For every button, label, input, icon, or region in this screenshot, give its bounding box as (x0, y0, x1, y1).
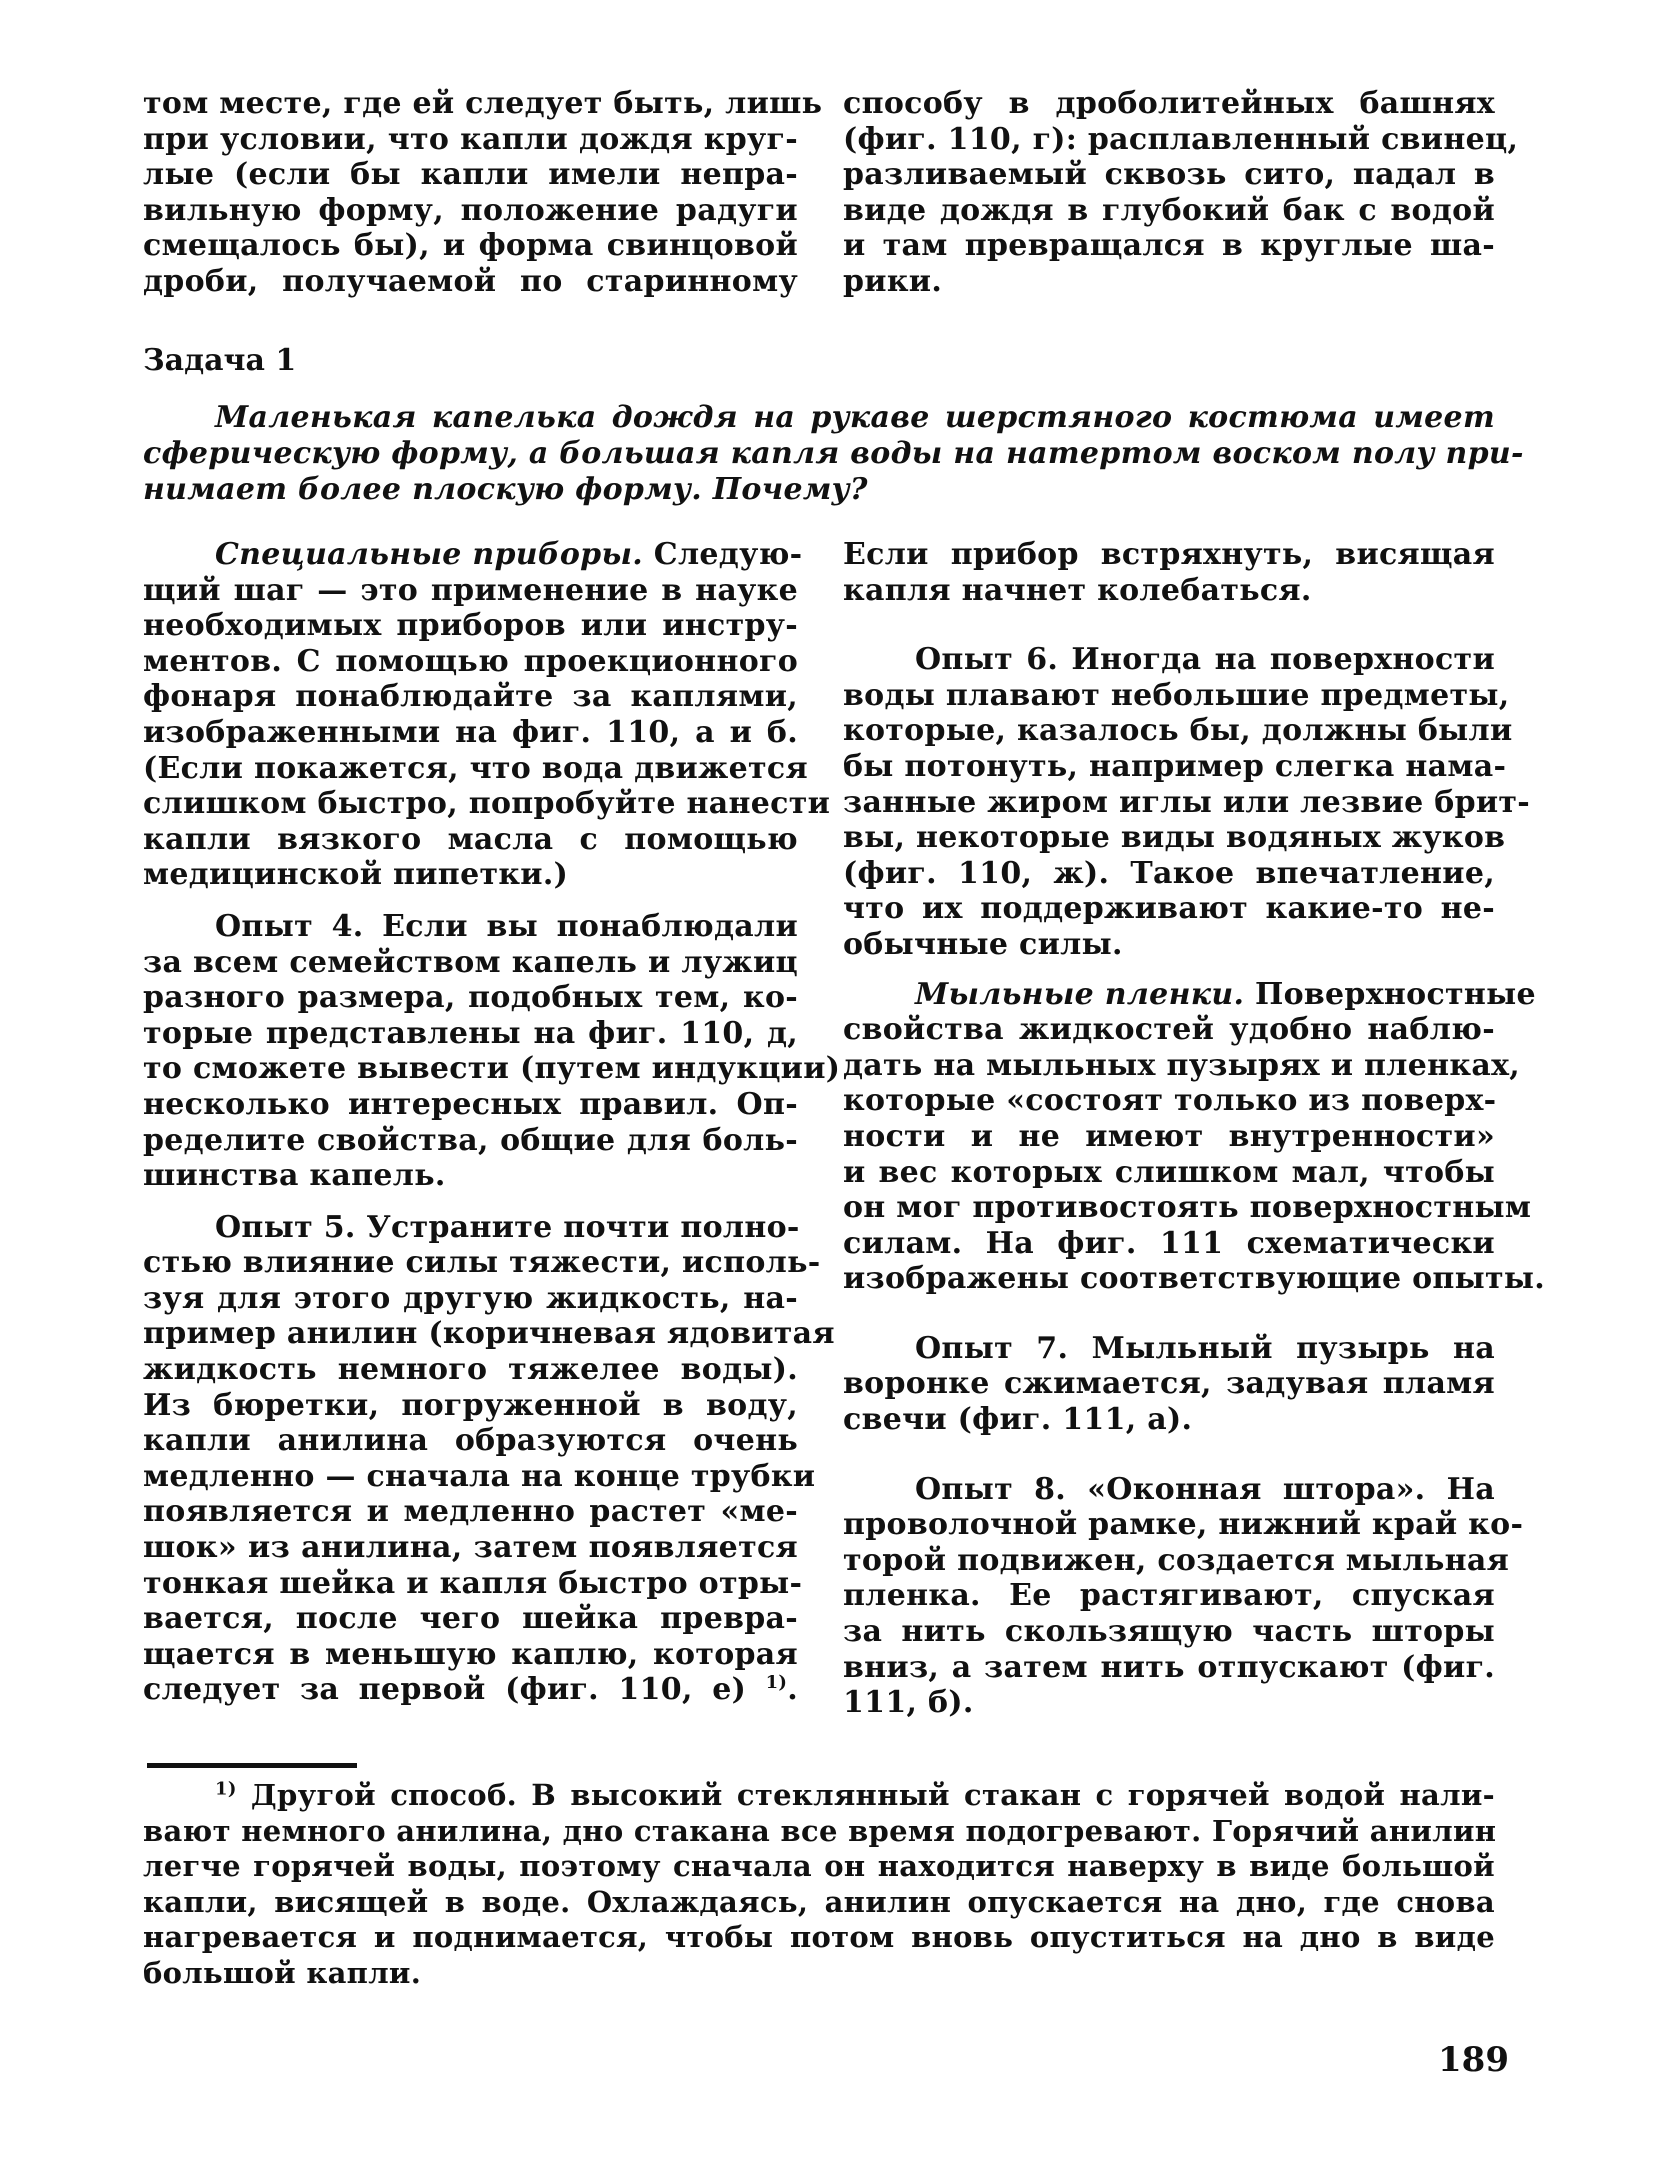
footnote-mark: 1) (215, 1778, 237, 1800)
top-right-continuation (843, 86, 1519, 300)
footnote-reference[interactable]: 1) (765, 1672, 788, 1694)
experiment-6-paragraph: Опыт 6. Иногда на поверхности воды плавают небольшие предметы, которые, казалось бы, должны были бы потонуть, например слегка нама- занные жиром иглы или лезвие брит- вы, некоторые виды водяных жуков (фиг. 110, ж). Такое впечатление, что их поддерживают какие-то не- обычные силы. (843, 642, 1531, 962)
right-column (843, 537, 1546, 1721)
experiment-5-paragraph: Опыт 5. Устраните почти полно- стью влияние силы тяжести, исполь- зуя для этого другую жидкость, на- пример анилин (коричневая ядовитая жидкость немного тяжелее воды). Из бюретки, погруженной в воду, капли анилина образуются очень медленно — сначала на конце трубки появляется и медленно растет «ме- шок» из анилина, затем появляется тонкая шейка и капля быстро отры- вается, после чего шейка превра- щается в меньшую каплю, которая следует за первой (фиг. 110, е) $^{1)}$. (143, 1209, 835, 1708)
experiment-7-paragraph: Опыт 7. Мыльный пузырь на воронке сжимается, задувая пламя свечи (фиг. 111, а). (843, 1330, 1495, 1438)
section-lead: Мыльные пленки. (915, 976, 1245, 1012)
footnote: $^{1)}$ Другой способ. В высокий стеклянный стакан с горячей водой нали- вают немного анилина, дно стакана все время подогревают. Горячий анилин легче горячей воды, поэтому сначала он находится наверху в виде большой капли, висящей в воде. Охлаждаясь, анилин опускается на дно, где снова нагревается и поднимается, чтобы потом вновь опуститься на дно в виде большой капли. (143, 1778, 1497, 1990)
problem-statement: Маленькая капелька дождя на рукаве шерстяного костюма имеет сферическую форму, а большая капля воды на натертом воском полу при- нимает более плоскую форму. Почему? (143, 400, 1524, 507)
experiment-8-paragraph: Опыт 8. «Оконная штора». На проволочной рамке, нижний край ко- торой подвижен, создается мыльная пленка. Ее растягивают, спуская за нить скользящую часть шторы вниз, а затем нить отпускают (фиг. 111, б). (843, 1471, 1524, 1721)
paragraph: способу в дроболитейных башнях (фиг. 110, г): расплавленный свинец, разливаемый сквозь сито, падал в виде дождя в глубокий бак с водой и там превращался в круглые ша- рики. (843, 86, 1519, 299)
left-column (143, 537, 841, 1708)
page-number: 189 (1438, 2040, 1509, 2080)
section-lead: Специальные приборы. (215, 537, 644, 572)
continuation-paragraph: Если прибор встряхнуть, висящая капля начнет колебаться. (843, 537, 1495, 608)
paragraph: том месте, где ей следует быть, лишь при условии, что капли дождя круг- лые (если бы капли имели непра- вильную форму, положение радуги смещалось бы), и форма свинцовой дроби, получаемой по старинному (143, 86, 823, 299)
top-left-continuation (143, 86, 823, 300)
soap-films-paragraph: Мыльные пленки. Поверхностные свойства жидкостей удобно наблю- дать на мыльных пузырях и пленках, которые «состоят только из поверх- ности и не имеют внутренности» и вес которых слишком мал, чтобы он мог противостоять поверхностным силам. На фиг. 111 схематически изображены соответствующие опыты. (843, 976, 1546, 1297)
problem-heading: Задача 1 (143, 343, 297, 378)
footnote-divider (147, 1763, 357, 1768)
experiment-4-paragraph: Опыт 4. Если вы понаблюдали за всем семейством капель и лужиц разного размера, подобных тем, ко- торые представлены на фиг. 110, д, то сможете вывести (путем индукции) несколько интересных правил. Оп- ределите свойства, общие для боль- шинства капель. (143, 908, 841, 1194)
special-instruments-paragraph: Специальные приборы. Следую- щий шаг — это применение в науке необходимых приборов или инстру- ментов. С помощью проекционного фонаря понаблюдайте за каплями, изображенными на фиг. 110, а и б. (Если покажется, что вода движется слишком быстро, попробуйте нанести капли вязкого масла с помощью медицинской пипетки.) (143, 537, 831, 893)
